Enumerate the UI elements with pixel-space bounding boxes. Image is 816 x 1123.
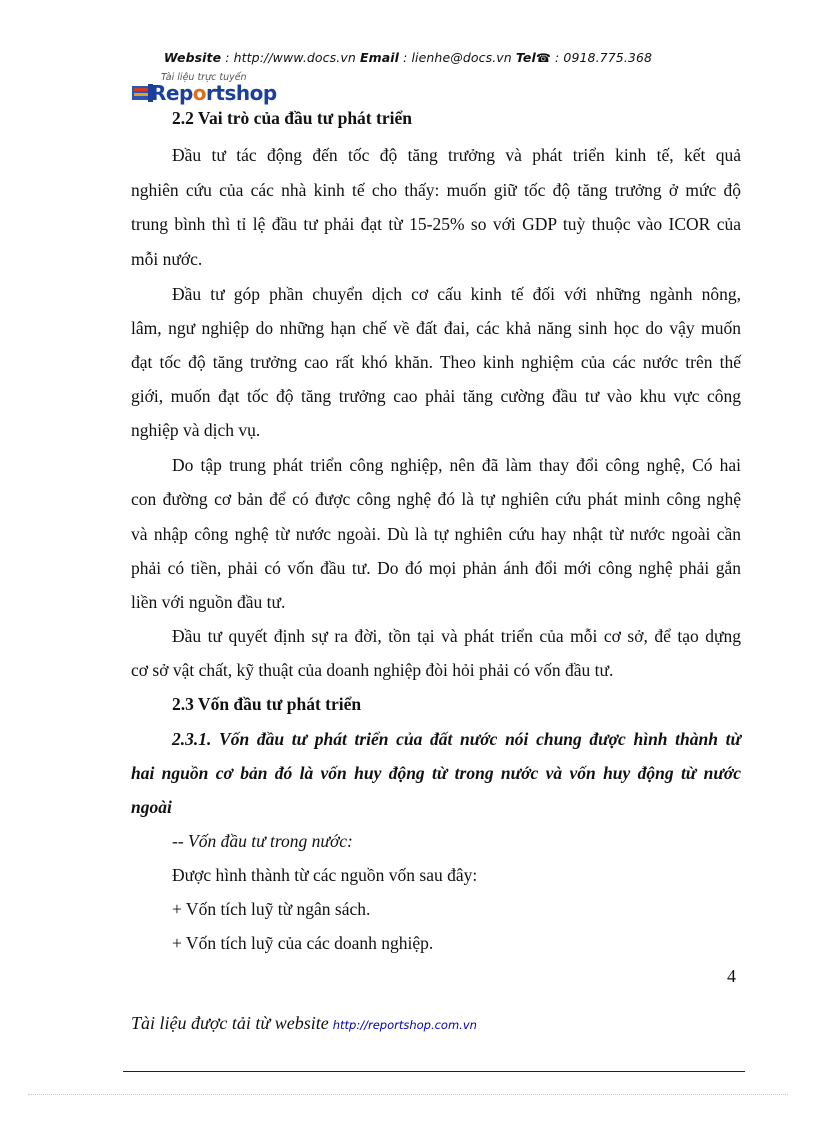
domestic-capital-label: -- Vốn đầu tư trong nước:	[172, 831, 353, 851]
page-number: 4	[727, 966, 736, 986]
paragraph-line: con đường cơ bản để có được công nghệ đó là tự nghiên cứu phát minh công nghệ	[131, 489, 741, 509]
section-heading-2-3: 2.3 Vốn đầu tư phát triển	[172, 694, 362, 714]
paragraph-line: phải có tiền, phải có vốn đầu tư. Do đó mọi phản ánh đổi mới công nghệ phải gắn	[131, 558, 741, 578]
footer-text: Tài liệu được tải từ website	[131, 1013, 329, 1033]
phone-number: : 0918.775.368	[550, 50, 653, 65]
paragraph-line: nghiệp và dịch vụ.	[131, 420, 261, 440]
footer-divider	[123, 1071, 745, 1072]
reportshop-logo	[131, 72, 281, 108]
page-header	[0, 50, 816, 65]
paragraph-line: và nhập công nghệ từ nước ngoài. Dù là tự nghiên cứu hay nhật từ nước ngoài cần	[131, 524, 741, 544]
subheading-line: 2.3.1. Vốn đầu tư phát triển của đất nước nói chung được hình thành từ	[172, 729, 741, 749]
website-label: Website	[163, 50, 222, 65]
email-label: Email	[359, 50, 400, 65]
page-edge-divider	[28, 1094, 788, 1095]
section-heading-2-2: 2.2 Vai trò của đầu tư phát triển	[172, 108, 412, 128]
paragraph-line: trung bình thì tỉ lệ đầu tư phải đạt từ 15-25% so với GDP tuỳ thuộc vào ICOR của	[131, 214, 741, 234]
paragraph-line: giới, muốn đạt tốc độ tăng trưởng cao phải tăng cường đầu tư vào khu vực công	[131, 386, 741, 406]
list-item: + Vốn tích luỹ của các doanh nghiệp.	[172, 933, 434, 953]
website-url[interactable]: : http://www.docs.vn	[221, 50, 360, 65]
tel-label: Tel	[515, 50, 536, 65]
paragraph-line: mỗi nước.	[131, 249, 203, 269]
logo-wordmark: Reportshop	[151, 81, 277, 105]
paragraph-line: Đầu tư góp phần chuyển dịch cơ cấu kinh tế đối với những ngành nông,	[172, 284, 741, 304]
subheading-line: ngoài	[131, 797, 172, 817]
paragraph-line: liền với nguồn đầu tư.	[131, 592, 286, 612]
paragraph-line: lâm, ngư nghiệp do những hạn chế về đất đai, các khả năng sinh học do vậy muốn	[131, 318, 741, 338]
paragraph-line: Đầu tư quyết định sự ra đời, tồn tại và phát triển của mỗi cơ sở, để tạo dựng	[172, 626, 741, 646]
subheading-line: hai nguồn cơ bản đó là vốn huy động từ trong nước và vốn huy động từ nước	[131, 763, 741, 783]
paragraph-line: đạt tốc độ tăng trưởng cao rất khó khăn. Theo kinh nghiệm của các nước trên thế	[131, 352, 741, 372]
phone-icon: ☎	[535, 51, 551, 65]
footer-link[interactable]: http://reportshop.com.vn	[332, 1018, 477, 1032]
paragraph-line: Đầu tư tác động đến tốc độ tăng trưởng và phát triển kinh tế, kết quả	[172, 145, 741, 165]
paragraph-line: cơ sở vật chất, kỹ thuật của doanh nghiệp đòi hỏi phải có vốn đầu tư.	[131, 660, 614, 680]
logo-tagline: Tài liệu trực tuyến	[161, 72, 247, 83]
paragraph-line: Do tập trung phát triển công nghiệp, nên đã làm thay đổi công nghệ, Có hai	[172, 455, 741, 475]
paragraph-line: nghiên cứu của các nhà kinh tế cho thấy: muốn giữ tốc độ tăng trưởng ở mức độ	[131, 180, 741, 200]
page-footer	[131, 1013, 477, 1034]
paragraph-line: Được hình thành từ các nguồn vốn sau đây:	[172, 865, 478, 885]
email-address[interactable]: : lienhe@docs.vn	[399, 50, 516, 65]
list-item: + Vốn tích luỹ từ ngân sách.	[172, 899, 371, 919]
